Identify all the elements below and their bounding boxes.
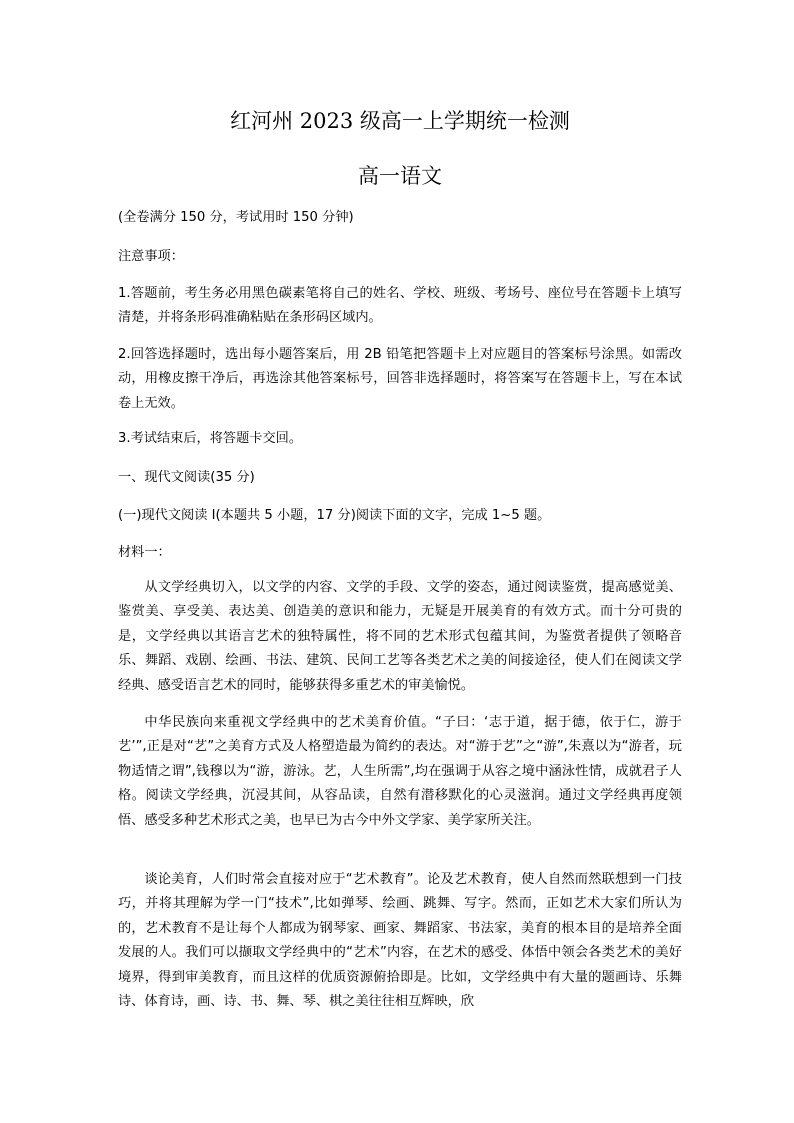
material-paragraph-1: 从文学经典切入，以文学的内容、文学的手段、文学的姿态，通过阅读鉴赏，提高感觉美、鉴赏美、享受美、表达美、创造美的意识和能力，无疑是开展美育的有效方式。而十分可贵的是，文学经典以其语言艺术的独特属性，将不同的艺术形式包蕴其间，为鉴赏者提供了领略音乐、舞蹈、戏剧、绘画、书法、建筑、民间工艺等各类艺术之美的间接途径，使人们在阅读文学经典、感受语言艺术的同时，能够获得多重艺术的审美愉悦。 (118, 580, 682, 693)
exam-info: (全卷满分 150 分，考试用时 150 分钟) (118, 210, 354, 225)
notice-item-2: 2.回答选择题时，选出每小题答案后，用 2B 铅笔把答题卡上对应题目的答案标号涂黑。如需改动，用橡皮擦干净后，再选涂其他答案标号，回答非选择题时，将答案写在答题卡上，写在本试卷上无效。 (118, 347, 682, 411)
section-heading: 一、现代文阅读(35 分) (118, 470, 255, 485)
notice-heading: 注意事项： (118, 249, 184, 264)
exam-title: 红河州 2023 级高一上学期统一检测 (230, 109, 570, 133)
material-label: 材料一： (118, 545, 171, 560)
notice-item-1: 1.答题前，考生务必用黑色碳素笔将自己的姓名、学校、班级、考场号、座位号在答题卡上填写清楚，并将条形码准确粘贴在条形码区域内。 (118, 286, 682, 326)
material-paragraph-3: 谈论美育，人们时常会直接对应于“艺术教育”。论及艺术教育，使人自然而然联想到一门技巧，并将其理解为学一门“技术”,比如弹琴、绘画、跳舞、写字。然而，正如艺术大家们所认为的，艺术教育不是让每个人都成为钢琴家、画家、舞蹈家、书法家，美育的根本目的是培养全面发展的人。我们可以撷取文学经典中的“艺术”内容，在艺术的感受、体悟中领会各类艺术的美好境界，得到审美教育，而且这样的优质资源俯拾即是。比如，文学经典中有大量的题画诗、乐舞诗、体育诗，画、诗、书、舞、琴、棋之美往往相互辉映，欣 (118, 872, 682, 1010)
reading-part-heading: (一)现代文阅读 I(本题共 5 小题，17 分)阅读下面的文字，完成 1~5 题。 (118, 508, 551, 523)
exam-subject-title: 高一语文 (358, 164, 442, 188)
material-paragraph-2: 中华民族向来重视文学经典中的艺术美育价值。“子曰：‘志于道，据于德，依于仁，游于艺’”,正是对“艺”之美育方式及人格塑造最为简约的表达。对“游于艺”之“游”,朱熹以为“游者，玩物适情之谓”,钱穆以为“游，游泳。艺，人生所需”,均在强调于从容之境中涵泳性情，成就君子人格。阅读文学经典，沉浸其间，从容品读，自然有潜移默化的心灵滋润。通过文学经典再度领悟、感受多种艺术形式之美，也早已为古今中外文学家、美学家所关注。 (118, 715, 682, 828)
notice-item-3: 3.考试结束后，将答题卡交回。 (118, 431, 303, 446)
